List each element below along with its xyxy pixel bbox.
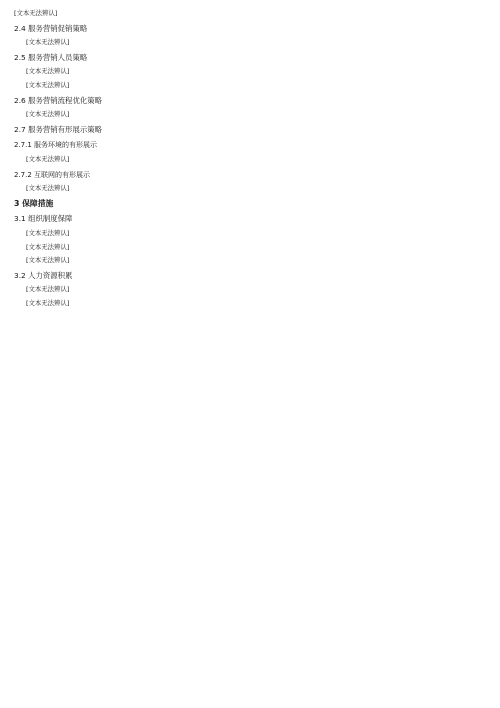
paragraph: [文本无法辨认] bbox=[26, 298, 70, 307]
paragraph: [文本无法辨认] bbox=[26, 184, 70, 193]
paragraph: [文本无法辨认] bbox=[26, 38, 70, 47]
subsection-heading: 2.7 服务营销有形展示策略 bbox=[14, 124, 103, 134]
paragraph: [文本无法辨认] bbox=[26, 154, 70, 163]
paragraph: [文本无法辨认] bbox=[26, 67, 70, 76]
paragraph: [文本无法辨认] bbox=[26, 256, 70, 265]
subsubsection-heading: 2.7.1 服务环境的有形展示 bbox=[14, 141, 98, 150]
paragraph: [文本无法辨认] bbox=[26, 228, 70, 237]
subsection-heading: 3.2 人力资源积累 bbox=[14, 270, 73, 280]
document-content bbox=[14, 8, 486, 308]
paragraph: [文本无法辨认] bbox=[26, 80, 70, 89]
paragraph: [文本无法辨认] bbox=[26, 242, 70, 251]
subsection-heading: 2.5 服务营销人员策略 bbox=[14, 52, 88, 62]
subsection-heading: 2.6 服务营销流程优化策略 bbox=[14, 95, 103, 105]
subsection-heading: 2.4 服务营销促销策略 bbox=[14, 23, 88, 33]
subsubsection-heading: 2.7.2 互联网的有形展示 bbox=[14, 170, 91, 179]
paragraph: [文本无法辨认] bbox=[14, 9, 58, 17]
paragraph: [文本无法辨认] bbox=[26, 285, 70, 294]
paragraph: [文本无法辨认] bbox=[26, 110, 70, 119]
subsection-heading: 3.1 组织制度保障 bbox=[14, 214, 73, 224]
section-heading: 3 保障措施 bbox=[14, 198, 54, 208]
